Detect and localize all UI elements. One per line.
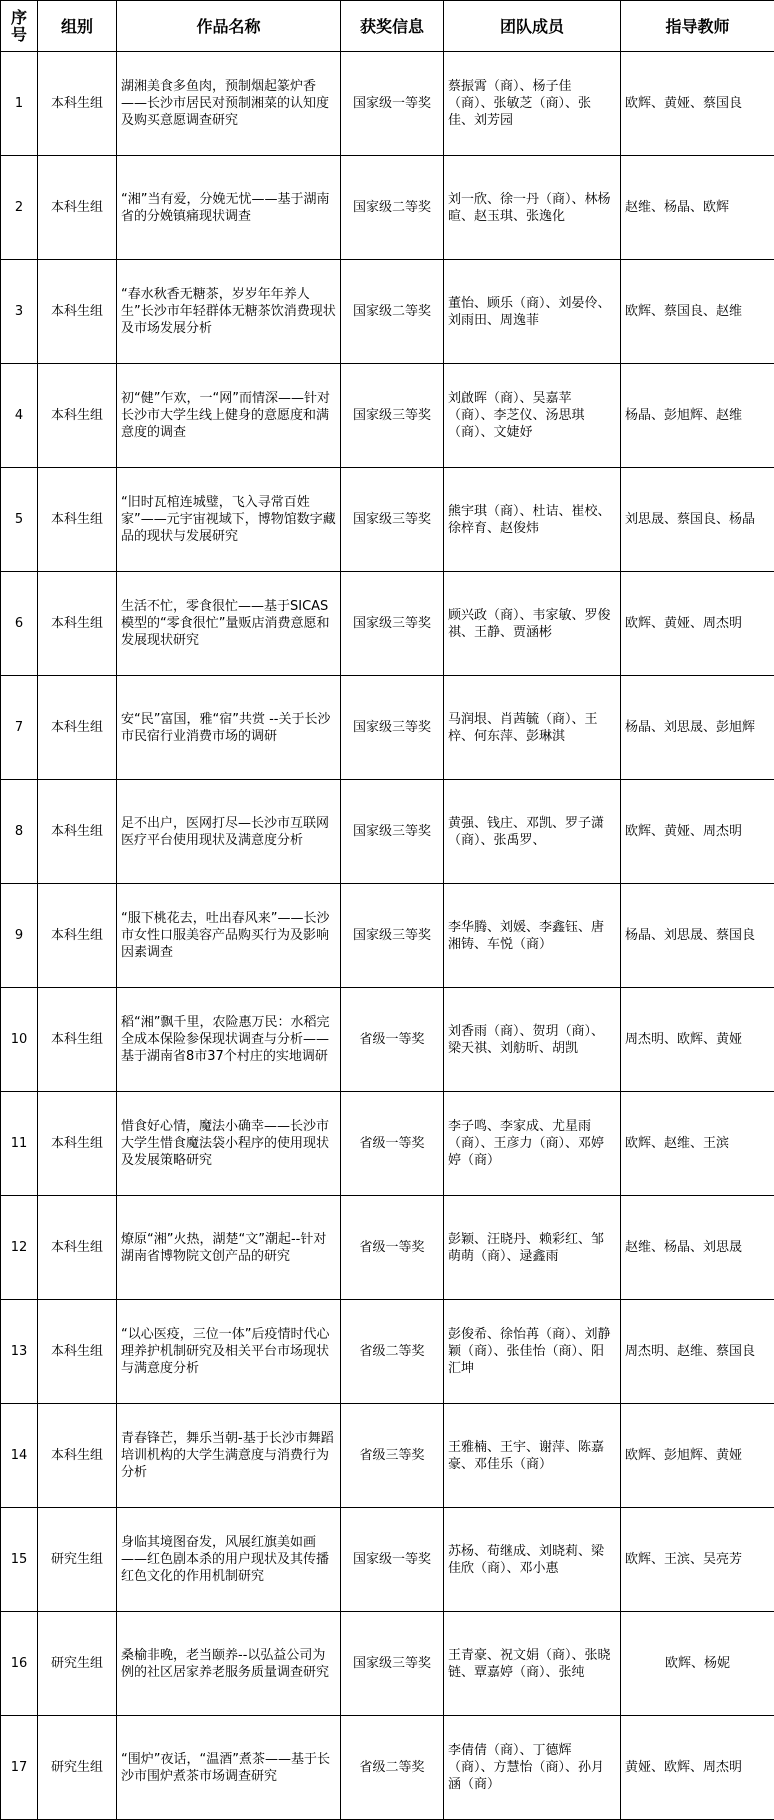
row-teachers: 欧辉、赵维、王滨 bbox=[621, 1092, 774, 1196]
row-title: 惜食好心情，魔法小确幸——长沙市大学生惜食魔法袋小程序的使用现状及发展策略研究 bbox=[117, 1092, 341, 1196]
row-title: 安“民”富国，雅“宿”共赏 --关于长沙市民宿行业消费市场的调研 bbox=[117, 676, 341, 780]
row-award: 省级二等奖 bbox=[341, 1300, 444, 1404]
row-group: 本科生组 bbox=[38, 1196, 117, 1300]
row-teachers: 周杰明、欧辉、黄娅 bbox=[621, 988, 774, 1092]
row-members: 李倩倩（商）、丁德辉（商）、方慧怡（商）、孙月涵（商） bbox=[444, 1716, 621, 1820]
row-title: “围炉”夜话，“温酒”煮茶——基于长沙市围炉煮茶市场调查研究 bbox=[117, 1716, 341, 1820]
row-index: 16 bbox=[1, 1612, 38, 1716]
row-title: 生活不忙，零食很忙——基于SICAS模型的“零食很忙”量贩店消费意愿和发展现状研究 bbox=[117, 572, 341, 676]
table-row bbox=[1, 676, 774, 780]
row-index: 5 bbox=[1, 468, 38, 572]
row-members: 王青豪、祝文娟（商）、张晓链、覃嘉婷（商）、张纯 bbox=[444, 1612, 621, 1716]
row-group: 研究生组 bbox=[38, 1716, 117, 1820]
header-cell-group: 组别 bbox=[38, 1, 117, 52]
table-row bbox=[1, 1716, 774, 1820]
row-group: 本科生组 bbox=[38, 364, 117, 468]
row-group: 本科生组 bbox=[38, 780, 117, 884]
row-index: 4 bbox=[1, 364, 38, 468]
row-title: “湘”当有爱，分娩无忧——基于湖南省的分娩镇痛现状调查 bbox=[117, 156, 341, 260]
row-index: 13 bbox=[1, 1300, 38, 1404]
header-cell-title: 作品名称 bbox=[117, 1, 341, 52]
row-index: 10 bbox=[1, 988, 38, 1092]
row-award: 国家级二等奖 bbox=[341, 260, 444, 364]
row-teachers: 欧辉、黄娅、周杰明 bbox=[621, 780, 774, 884]
row-group: 本科生组 bbox=[38, 156, 117, 260]
row-award: 国家级三等奖 bbox=[341, 468, 444, 572]
row-group: 本科生组 bbox=[38, 572, 117, 676]
table-row bbox=[1, 260, 774, 364]
row-members: 刘香雨（商）、贺玥（商）、梁天祺、刘舫昕、胡凯 bbox=[444, 988, 621, 1092]
row-title: “服下桃花去，吐出春风来”——长沙市女性口服美容产品购买行为及影响因素调查 bbox=[117, 884, 341, 988]
table-row bbox=[1, 1404, 774, 1508]
header-cell-teachers: 指导教师 bbox=[621, 1, 774, 52]
row-group: 本科生组 bbox=[38, 468, 117, 572]
row-members: 刘一欣、徐一丹（商）、林杨暄、赵玉琪、张逸化 bbox=[444, 156, 621, 260]
row-teachers: 欧辉、黄娅、周杰明 bbox=[621, 572, 774, 676]
header-cell-members: 团队成员 bbox=[444, 1, 621, 52]
table-row bbox=[1, 572, 774, 676]
row-members: 李华腾、刘媛、李鑫钰、唐湘铸、车悦（商） bbox=[444, 884, 621, 988]
table-row bbox=[1, 156, 774, 260]
row-members: 彭俊希、徐怡苒（商）、刘静颖（商）、张佳怡（商）、阳汇坤 bbox=[444, 1300, 621, 1404]
row-award: 国家级三等奖 bbox=[341, 364, 444, 468]
row-title: 燎原“湘”火热，湖楚“文”潮起--针对湖南省博物院文创产品的研究 bbox=[117, 1196, 341, 1300]
table-row bbox=[1, 884, 774, 988]
row-award: 省级三等奖 bbox=[341, 1404, 444, 1508]
table-row bbox=[1, 468, 774, 572]
table-row bbox=[1, 1092, 774, 1196]
row-group: 本科生组 bbox=[38, 988, 117, 1092]
table-row bbox=[1, 1508, 774, 1612]
row-title: 桑榆非晚，老当颐养--以弘益公司为例的社区居家养老服务质量调查研究 bbox=[117, 1612, 341, 1716]
row-members: 蔡振霄（商）、杨子佳（商）、张敏芝（商）、张佳、刘芳园 bbox=[444, 52, 621, 156]
row-award: 省级一等奖 bbox=[341, 988, 444, 1092]
row-title: “旧时瓦棺连城璧，飞入寻常百姓家”——元宇宙视域下，博物馆数字藏品的现状与发展研究 bbox=[117, 468, 341, 572]
row-title: 湖湘美食多鱼肉，预制烟起篆炉香——长沙市居民对预制湘菜的认知度及购买意愿调查研究 bbox=[117, 52, 341, 156]
row-group: 本科生组 bbox=[38, 52, 117, 156]
row-teachers: 杨晶、彭旭辉、赵维 bbox=[621, 364, 774, 468]
row-group: 本科生组 bbox=[38, 260, 117, 364]
row-award: 省级一等奖 bbox=[341, 1196, 444, 1300]
table-row bbox=[1, 1196, 774, 1300]
row-members: 熊宇琪（商）、杜诘、崔校、徐梓育、赵俊炜 bbox=[444, 468, 621, 572]
header-cell-award: 获奖信息 bbox=[341, 1, 444, 52]
table-row bbox=[1, 52, 774, 156]
row-teachers: 刘思晟、蔡国良、杨晶 bbox=[621, 468, 774, 572]
row-group: 本科生组 bbox=[38, 1092, 117, 1196]
row-index: 14 bbox=[1, 1404, 38, 1508]
row-title: “春水秋香无糖茶，岁岁年年养人生”长沙市年轻群体无糖茶饮消费现状及市场发展分析 bbox=[117, 260, 341, 364]
row-award: 国家级一等奖 bbox=[341, 1508, 444, 1612]
row-index: 2 bbox=[1, 156, 38, 260]
row-teachers: 欧辉、黄娅、蔡国良 bbox=[621, 52, 774, 156]
row-members: 彭颖、汪晓丹、赖彩红、邹萌萌（商）、逯鑫雨 bbox=[444, 1196, 621, 1300]
table-row bbox=[1, 780, 774, 884]
row-teachers: 杨晶、刘思晟、彭旭辉 bbox=[621, 676, 774, 780]
row-title: 初“健”乍欢，一“网”而情深——针对长沙市大学生线上健身的意愿度和满意度的调查 bbox=[117, 364, 341, 468]
header-row bbox=[1, 1, 774, 52]
table-row bbox=[1, 364, 774, 468]
row-index: 3 bbox=[1, 260, 38, 364]
row-members: 董怡、顾乐（商）、刘晏伶、刘雨田、周逸菲 bbox=[444, 260, 621, 364]
row-members: 李子鸣、李家成、尤星雨（商）、王彦力（商）、邓婷婷（商） bbox=[444, 1092, 621, 1196]
row-teachers: 赵维、杨晶、刘思晟 bbox=[621, 1196, 774, 1300]
row-index: 11 bbox=[1, 1092, 38, 1196]
row-teachers: 欧辉、王滨、吴亮芳 bbox=[621, 1508, 774, 1612]
row-index: 8 bbox=[1, 780, 38, 884]
row-teachers: 欧辉、杨妮 bbox=[621, 1612, 774, 1716]
row-title: 身临其境图奋发，风展红旗美如画——红色剧本杀的用户现状及其传播红色文化的作用机制研究 bbox=[117, 1508, 341, 1612]
row-award: 国家级三等奖 bbox=[341, 884, 444, 988]
row-members: 王雅楠、王宇、谢萍、陈嘉豪、邓佳乐（商） bbox=[444, 1404, 621, 1508]
row-group: 本科生组 bbox=[38, 884, 117, 988]
row-index: 17 bbox=[1, 1716, 38, 1820]
row-index: 6 bbox=[1, 572, 38, 676]
row-title: 青春锋芒，舞乐当朝-基于长沙市舞蹈培训机构的大学生满意度与消费行为分析 bbox=[117, 1404, 341, 1508]
row-award: 省级一等奖 bbox=[341, 1092, 444, 1196]
row-award: 省级二等奖 bbox=[341, 1716, 444, 1820]
row-group: 本科生组 bbox=[38, 1300, 117, 1404]
row-members: 顾兴政（商）、韦家敏、罗俊祺、王静、贾涵彬 bbox=[444, 572, 621, 676]
row-index: 7 bbox=[1, 676, 38, 780]
table-row bbox=[1, 1300, 774, 1404]
row-teachers: 杨晶、刘思晟、蔡国良 bbox=[621, 884, 774, 988]
row-award: 国家级三等奖 bbox=[341, 572, 444, 676]
row-members: 黄强、钱庄、邓凯、罗子潇（商）、张禹罗、 bbox=[444, 780, 621, 884]
row-award: 国家级二等奖 bbox=[341, 156, 444, 260]
row-title: 稻“湘”飘千里，农险惠万民：水稻完全成本保险参保现状调查与分析——基于湖南省8市37个村庄的实地调研 bbox=[117, 988, 341, 1092]
header-cell-index: 序号 bbox=[1, 1, 38, 52]
row-award: 国家级三等奖 bbox=[341, 780, 444, 884]
row-index: 1 bbox=[1, 52, 38, 156]
row-award: 国家级三等奖 bbox=[341, 1612, 444, 1716]
row-members: 苏杨、荀继成、刘晓莉、梁佳欣（商）、邓小惠 bbox=[444, 1508, 621, 1612]
row-index: 15 bbox=[1, 1508, 38, 1612]
table-row bbox=[1, 988, 774, 1092]
row-teachers: 黄娅、欧辉、周杰明 bbox=[621, 1716, 774, 1820]
row-members: 马润垠、肖茜毓（商）、王梓、何东萍、彭琳淇 bbox=[444, 676, 621, 780]
row-index: 9 bbox=[1, 884, 38, 988]
row-award: 国家级三等奖 bbox=[341, 676, 444, 780]
row-group: 本科生组 bbox=[38, 1404, 117, 1508]
row-teachers: 赵维、杨晶、欧辉 bbox=[621, 156, 774, 260]
row-title: 足不出户，医网打尽—长沙市互联网医疗平台使用现状及满意度分析 bbox=[117, 780, 341, 884]
row-members: 刘啟晖（商）、吴嘉苹（商）、李芝仪、汤思琪（商）、文婕妤 bbox=[444, 364, 621, 468]
row-group: 本科生组 bbox=[38, 676, 117, 780]
row-title: “以心医疫，三位一体”后疫情时代心理养护机制研究及相关平台市场现状与满意度分析 bbox=[117, 1300, 341, 1404]
row-group: 研究生组 bbox=[38, 1508, 117, 1612]
row-group: 研究生组 bbox=[38, 1612, 117, 1716]
row-teachers: 周杰明、赵维、蔡国良 bbox=[621, 1300, 774, 1404]
row-teachers: 欧辉、蔡国良、赵维 bbox=[621, 260, 774, 364]
row-teachers: 欧辉、彭旭辉、黄娅 bbox=[621, 1404, 774, 1508]
row-index: 12 bbox=[1, 1196, 38, 1300]
row-award: 国家级一等奖 bbox=[341, 52, 444, 156]
table-row bbox=[1, 1612, 774, 1716]
